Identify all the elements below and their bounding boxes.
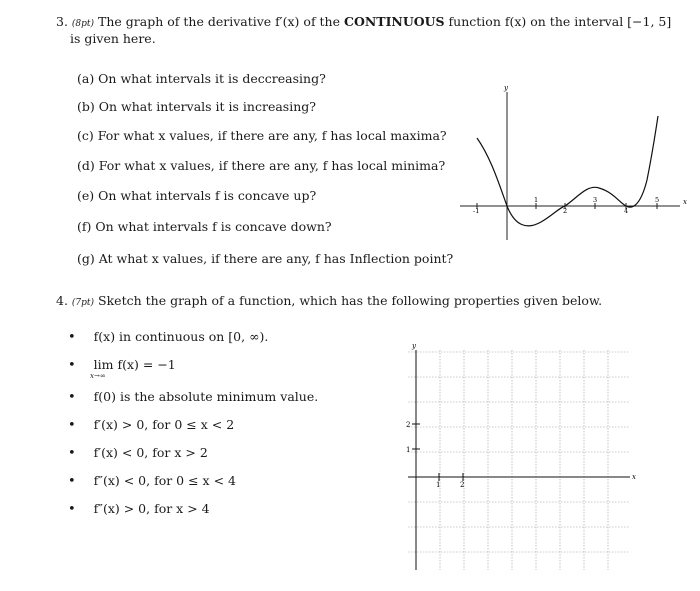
- q3-line1-bold: CONTINUOUS: [344, 14, 445, 29]
- q3-part-c: (c) For what x values, if there are any, f has local maxima?: [77, 128, 447, 143]
- tick-label: 1: [406, 446, 411, 454]
- q4-header: [56, 292, 602, 312]
- q4-property-1: [68, 329, 268, 345]
- tick-label: 1: [534, 196, 539, 204]
- q3-part-e: (e) On what intervals f is concave up?: [77, 188, 317, 203]
- q4-property-4: [68, 417, 234, 433]
- bullet: •: [68, 418, 76, 433]
- property-text: f(x) in continuous on [0, ∞).: [93, 329, 269, 344]
- bullet: •: [68, 474, 76, 489]
- q4-property-6: [68, 473, 236, 489]
- tick-label: 2: [406, 421, 411, 429]
- q4-number: 4.: [56, 293, 68, 308]
- property-text: lim f(x) = −1: [93, 357, 176, 372]
- derivative-curve: [477, 116, 658, 226]
- q3-part-b: (b) On what intervals it is increasing?: [77, 99, 316, 114]
- bullet: •: [68, 446, 76, 461]
- derivative-graph: [455, 80, 690, 245]
- tick-label: 2: [460, 481, 465, 489]
- tick-label: 5: [655, 196, 660, 204]
- tick-label: 2: [563, 207, 568, 215]
- y-axis-label: y: [504, 84, 508, 92]
- bullet: •: [68, 502, 76, 517]
- tick-label: 3: [593, 196, 598, 204]
- q4-property-3: [68, 389, 318, 405]
- x-axis-label: x: [632, 473, 636, 481]
- property-text: f″(x) > 0, for x > 4: [93, 501, 210, 516]
- q3-number: 3.: [56, 14, 68, 29]
- property-text: f″(x) < 0, for 0 ≤ x < 4: [93, 473, 236, 488]
- bullet: •: [68, 358, 76, 373]
- sketch-grid: [400, 338, 640, 578]
- limit-subscript: x→∞: [90, 372, 106, 380]
- tick-label: 4: [624, 207, 629, 215]
- q3-part-a: (a) On what intervals it is deccreasing?: [77, 71, 326, 86]
- grid-lines: [408, 350, 630, 570]
- q4-prompt: Sketch the graph of a function, which has the following properties given below.: [98, 293, 603, 308]
- q4-property-5: [68, 445, 208, 461]
- property-text: f′(x) > 0, for 0 ≤ x < 2: [93, 417, 235, 432]
- y-axis-label: y: [412, 342, 416, 350]
- q3-part-g: (g) At what x values, if there are any, f has Inflection point?: [77, 251, 454, 266]
- bullet: •: [68, 390, 76, 405]
- q4-property-7: [68, 501, 210, 517]
- x-axis-label: x: [683, 198, 687, 206]
- bullet: •: [68, 330, 76, 345]
- q3-part-d: (d) For what x values, if there are any, f has local minima?: [77, 158, 446, 173]
- q3-line1-after: function f(x) on the interval [−1, 5]: [448, 14, 672, 29]
- q3-points: (8pt): [71, 19, 95, 29]
- q4-points: (7pt): [71, 298, 95, 308]
- q3-line1-before: The graph of the derivative f′(x) of the: [98, 14, 341, 29]
- property-text: f′(x) < 0, for x > 2: [93, 445, 208, 460]
- property-text: f(0) is the absolute minimum value.: [93, 389, 319, 404]
- q3-part-f: (f) On what intervals f is concave down?: [77, 219, 332, 234]
- tick-label: 1: [436, 481, 441, 489]
- q3-line2: is given here.: [70, 31, 156, 46]
- q4-property-2: [68, 357, 176, 373]
- tick-label: -1: [473, 207, 480, 215]
